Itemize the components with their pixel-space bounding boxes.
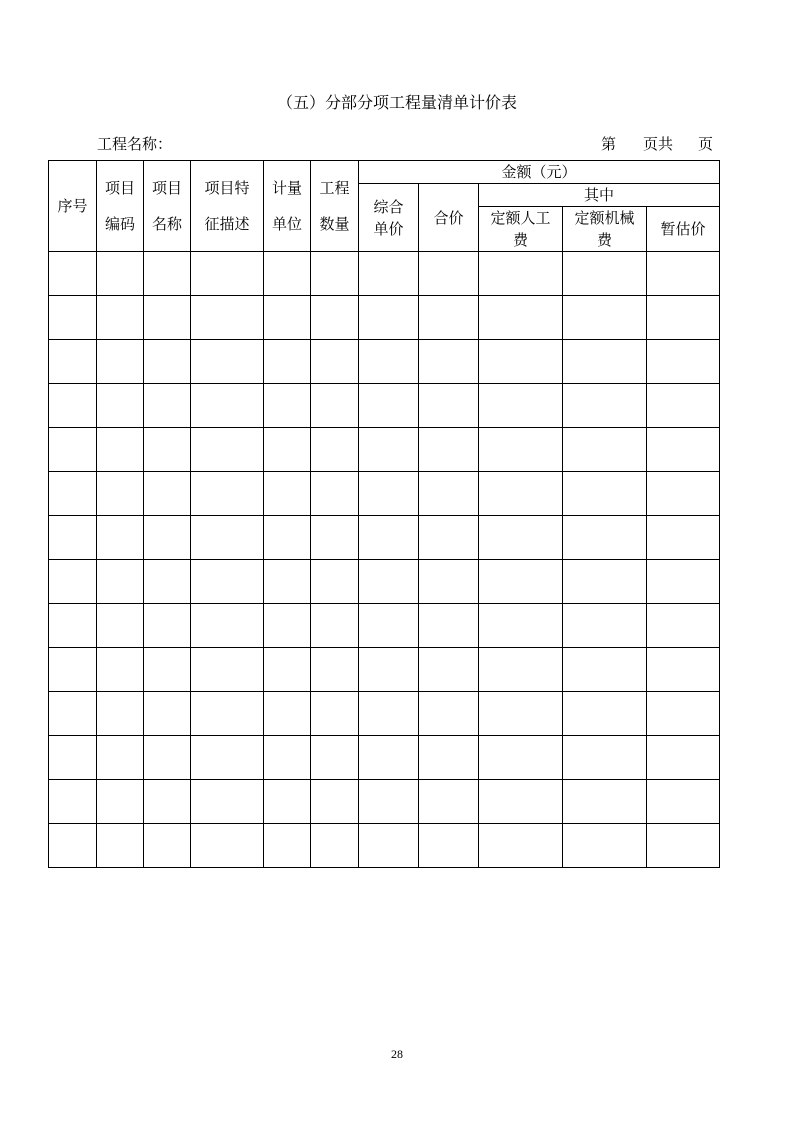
table-row: [49, 824, 720, 868]
table-cell: [647, 692, 720, 736]
table-cell: [479, 560, 563, 604]
table-cell: [49, 472, 97, 516]
table-cell: [144, 384, 191, 428]
table-cell: [144, 340, 191, 384]
table-cell: [359, 604, 419, 648]
table-cell: [49, 736, 97, 780]
header-amount: 金额（元）: [359, 161, 720, 184]
table-cell: [97, 780, 144, 824]
table-cell: [191, 780, 264, 824]
table-cell: [49, 604, 97, 648]
table-cell: [191, 296, 264, 340]
table-cell: [563, 384, 647, 428]
table-row: [49, 340, 720, 384]
table-cell: [419, 736, 479, 780]
table-cell: [144, 428, 191, 472]
table-cell: [311, 252, 359, 296]
header-labor-cost: 定额人工 费: [479, 207, 563, 252]
table-cell: [191, 340, 264, 384]
table-cell: [144, 472, 191, 516]
table-cell: [359, 824, 419, 868]
table-cell: [479, 428, 563, 472]
table-cell: [419, 428, 479, 472]
header-composite-price: 综合 单价: [359, 184, 419, 252]
table-cell: [563, 560, 647, 604]
table-row: [49, 560, 720, 604]
header-unit: 计量 单位: [264, 161, 311, 252]
header-machine-cost: 定额机械 费: [563, 207, 647, 252]
table-cell: [311, 692, 359, 736]
table-cell: [191, 604, 264, 648]
table-cell: [479, 692, 563, 736]
table-cell: [563, 252, 647, 296]
header-item-description: 项目特 征描述: [191, 161, 264, 252]
table-cell: [311, 428, 359, 472]
table-cell: [264, 340, 311, 384]
table-cell: [264, 296, 311, 340]
table-cell: [419, 560, 479, 604]
table-cell: [479, 604, 563, 648]
table-cell: [97, 560, 144, 604]
table-cell: [359, 692, 419, 736]
table-row: [49, 780, 720, 824]
table-cell: [479, 824, 563, 868]
table-cell: [563, 736, 647, 780]
header-item-name: 项目 名称: [144, 161, 191, 252]
table-cell: [144, 516, 191, 560]
table-cell: [97, 692, 144, 736]
table-cell: [311, 384, 359, 428]
table-cell: [49, 780, 97, 824]
table-cell: [264, 252, 311, 296]
table-cell: [563, 296, 647, 340]
table-body: [49, 252, 720, 868]
table-cell: [647, 252, 720, 296]
page-number: 28: [391, 1047, 403, 1061]
table-cell: [49, 560, 97, 604]
table-cell: [359, 428, 419, 472]
table-cell: [191, 472, 264, 516]
table-cell: [49, 340, 97, 384]
table-cell: [647, 736, 720, 780]
table-row: [49, 604, 720, 648]
table-cell: [479, 384, 563, 428]
table-cell: [191, 428, 264, 472]
table-cell: [144, 824, 191, 868]
table-cell: [359, 384, 419, 428]
header-of-which: 其中: [479, 184, 720, 207]
table-cell: [264, 824, 311, 868]
table-cell: [191, 736, 264, 780]
table-cell: [97, 648, 144, 692]
table-cell: [563, 824, 647, 868]
table-cell: [311, 296, 359, 340]
table-cell: [563, 692, 647, 736]
project-name-label: 工程名称：: [97, 135, 173, 153]
table-cell: [359, 736, 419, 780]
table-cell: [191, 516, 264, 560]
page-info-ye: 页: [698, 135, 714, 153]
table-cell: [311, 648, 359, 692]
table-cell: [191, 648, 264, 692]
table-cell: [359, 516, 419, 560]
table-cell: [419, 340, 479, 384]
table-cell: [97, 296, 144, 340]
table-cell: [191, 252, 264, 296]
table-cell: [191, 384, 264, 428]
table-cell: [359, 560, 419, 604]
table-cell: [563, 780, 647, 824]
table-cell: [264, 736, 311, 780]
table-cell: [144, 692, 191, 736]
table-cell: [49, 428, 97, 472]
table-cell: [144, 780, 191, 824]
table-row: [49, 472, 720, 516]
table-row: [49, 648, 720, 692]
table-cell: [311, 340, 359, 384]
table-cell: [97, 736, 144, 780]
table-cell: [419, 252, 479, 296]
table-row: [49, 384, 720, 428]
page-title: （五）分部分项工程量清单计价表: [276, 93, 517, 112]
table-cell: [563, 428, 647, 472]
table-cell: [647, 340, 720, 384]
table-cell: [49, 648, 97, 692]
table-cell: [264, 384, 311, 428]
header-item-code: 项目 编码: [97, 161, 144, 252]
table-cell: [419, 780, 479, 824]
table-cell: [191, 824, 264, 868]
table-cell: [97, 384, 144, 428]
table-cell: [647, 604, 720, 648]
table-cell: [144, 296, 191, 340]
table-cell: [563, 472, 647, 516]
table-cell: [264, 780, 311, 824]
table-cell: [479, 296, 563, 340]
table-cell: [49, 296, 97, 340]
table-cell: [311, 824, 359, 868]
table-cell: [97, 824, 144, 868]
table-row: [49, 252, 720, 296]
table-cell: [419, 824, 479, 868]
table-cell: [97, 472, 144, 516]
table-cell: [264, 604, 311, 648]
page-info-ye-gong: 页共: [643, 135, 674, 153]
table-cell: [479, 516, 563, 560]
table-cell: [144, 604, 191, 648]
table-cell: [563, 648, 647, 692]
table-cell: [311, 780, 359, 824]
table-cell: [647, 648, 720, 692]
table-cell: [359, 780, 419, 824]
table-cell: [311, 604, 359, 648]
table-cell: [479, 648, 563, 692]
table-cell: [419, 296, 479, 340]
table-cell: [97, 340, 144, 384]
table-cell: [264, 516, 311, 560]
table-cell: [479, 252, 563, 296]
table-cell: [191, 692, 264, 736]
header-provisional-price: 暂估价: [647, 207, 720, 252]
table-cell: [49, 516, 97, 560]
table-cell: [359, 296, 419, 340]
table-row: [49, 516, 720, 560]
table-cell: [264, 648, 311, 692]
table-cell: [144, 648, 191, 692]
table-cell: [419, 648, 479, 692]
table-cell: [97, 252, 144, 296]
table-cell: [647, 516, 720, 560]
header-total-price: 合价: [419, 184, 479, 252]
table-cell: [144, 252, 191, 296]
header-seq: 序号: [49, 161, 97, 252]
table-cell: [97, 516, 144, 560]
table-cell: [311, 560, 359, 604]
table-cell: [563, 516, 647, 560]
header-quantity: 工程 数量: [311, 161, 359, 252]
table-cell: [97, 604, 144, 648]
table-cell: [479, 780, 563, 824]
table-cell: [647, 428, 720, 472]
table-cell: [264, 692, 311, 736]
table-cell: [264, 472, 311, 516]
header-row-1: [49, 161, 720, 184]
table-cell: [311, 736, 359, 780]
table-cell: [563, 340, 647, 384]
table-cell: [563, 604, 647, 648]
table-cell: [419, 384, 479, 428]
table-cell: [264, 428, 311, 472]
table-cell: [419, 692, 479, 736]
table-cell: [419, 516, 479, 560]
table-cell: [359, 472, 419, 516]
table-cell: [359, 252, 419, 296]
table-cell: [144, 560, 191, 604]
table-cell: [419, 604, 479, 648]
table-cell: [311, 516, 359, 560]
table-row: [49, 428, 720, 472]
table-cell: [49, 692, 97, 736]
table-cell: [264, 560, 311, 604]
table-cell: [359, 340, 419, 384]
table-cell: [647, 824, 720, 868]
table-cell: [49, 252, 97, 296]
table-row: [49, 736, 720, 780]
table-cell: [359, 648, 419, 692]
table-cell: [49, 384, 97, 428]
table-cell: [479, 472, 563, 516]
table-cell: [647, 472, 720, 516]
table-cell: [647, 384, 720, 428]
table-cell: [479, 340, 563, 384]
table-cell: [647, 780, 720, 824]
table-cell: [479, 736, 563, 780]
table-cell: [311, 472, 359, 516]
table-cell: [191, 560, 264, 604]
table-cell: [647, 560, 720, 604]
table-cell: [144, 736, 191, 780]
table-cell: [49, 824, 97, 868]
page-info-di: 第: [601, 135, 617, 153]
table-cell: [419, 472, 479, 516]
bill-of-quantities-table: [48, 160, 720, 868]
table-row: [49, 692, 720, 736]
table-cell: [97, 428, 144, 472]
table-row: [49, 296, 720, 340]
table-cell: [647, 296, 720, 340]
